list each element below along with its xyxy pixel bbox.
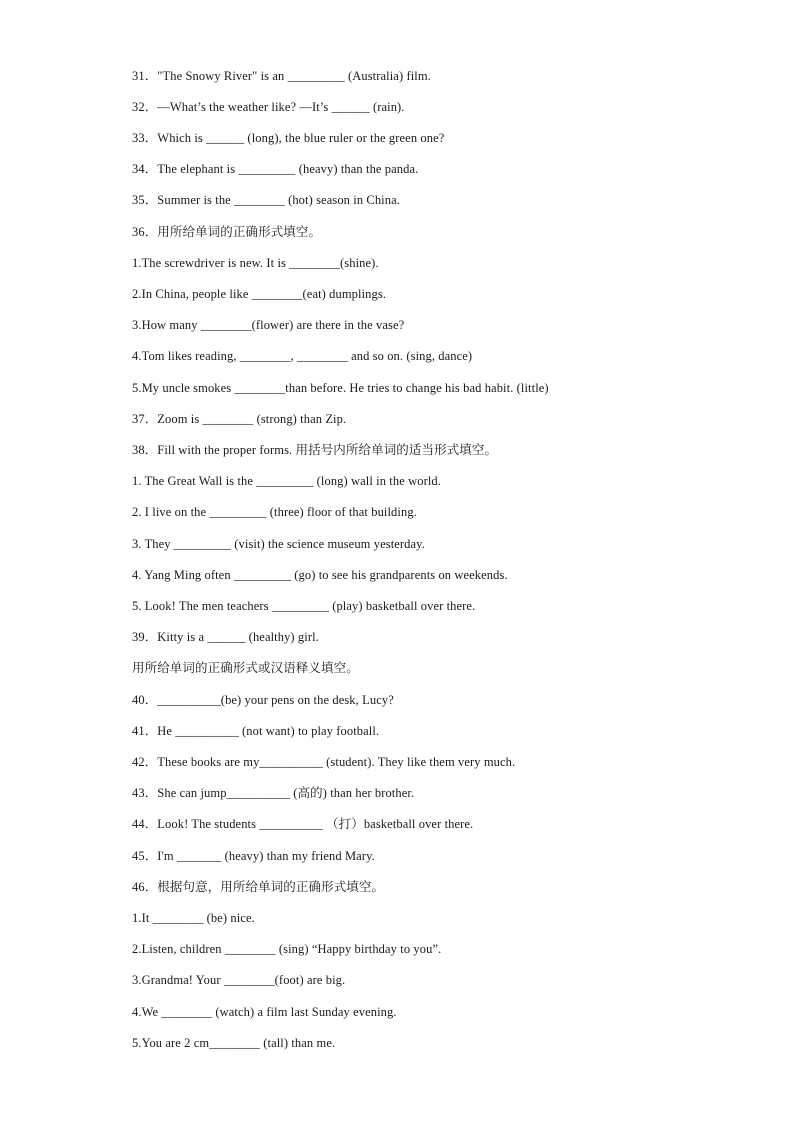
- question-36-item-5: 5.My uncle smokes ________than before. He tries to change his bad habit. (little): [132, 381, 549, 395]
- question-44: 44．Look! The students __________ （打）basketball over there.: [132, 817, 474, 831]
- question-38-item-3: 3. They _________ (visit) the science museum yesterday.: [132, 537, 425, 551]
- question-43: 43．She can jump__________ (高的) than her brother.: [132, 786, 415, 800]
- question-46-item-3: 3.Grandma! Your ________(foot) are big.: [132, 973, 346, 987]
- question-33: 33．Which is ______ (long), the blue ruler or the green one?: [132, 131, 445, 145]
- question-36-item-2: 2.In China, people like ________(eat) dumplings.: [132, 287, 387, 301]
- question-32: 32．—What’s the weather like? —It’s ______ (rain).: [132, 100, 405, 114]
- question-46-heading: 46．根据句意，用所给单词的正确形式填空。: [132, 880, 385, 894]
- question-41: 41．He __________ (not want) to play football.: [132, 724, 380, 738]
- question-46-item-2: 2.Listen, children ________ (sing) “Happy birthday to you”.: [132, 942, 442, 956]
- question-38-item-2: 2. I live on the _________ (three) floor of that building.: [132, 505, 417, 519]
- question-42: 42．These books are my__________ (student). They like them very much.: [132, 755, 516, 769]
- question-37: 37．Zoom is ________ (strong) than Zip.: [132, 412, 347, 426]
- question-36-item-3: 3.How many ________(flower) are there in the vase?: [132, 318, 405, 332]
- question-36-heading: 36．用所给单词的正确形式填空。: [132, 225, 322, 239]
- question-39: 39．Kitty is a ______ (healthy) girl.: [132, 630, 319, 644]
- question-35: 35．Summer is the ________ (hot) season in China.: [132, 193, 400, 207]
- section-heading: 用所给单词的正确形式或汉语释义填空。: [132, 661, 359, 675]
- question-46-item-1: 1.It ________ (be) nice.: [132, 911, 255, 925]
- question-46-item-4: 4.We ________ (watch) a film last Sunday evening.: [132, 1005, 397, 1019]
- question-36-item-4: 4.Tom likes reading, ________, ________ and so on. (sing, dance): [132, 349, 473, 363]
- question-46-item-5: 5.You are 2 cm________ (tall) than me.: [132, 1036, 336, 1050]
- question-38-heading: 38．Fill with the proper forms. 用括号内所给单词的适当形式填空。: [132, 443, 498, 457]
- question-40: 40．__________(be) your pens on the desk, Lucy?: [132, 693, 394, 707]
- question-31: 31．"The Snowy River" is an _________ (Australia) film.: [132, 69, 431, 83]
- question-38-item-4: 4. Yang Ming often _________ (go) to see his grandparents on weekends.: [132, 568, 508, 582]
- question-38-item-1: 1. The Great Wall is the _________ (long) wall in the world.: [132, 474, 441, 488]
- question-38-item-5: 5. Look! The men teachers _________ (play) basketball over there.: [132, 599, 476, 613]
- question-34: 34．The elephant is _________ (heavy) than the panda.: [132, 162, 419, 176]
- question-45: 45．I'm _______ (heavy) than my friend Mary.: [132, 849, 375, 863]
- question-36-item-1: 1.The screwdriver is new. It is ________(shine).: [132, 256, 379, 270]
